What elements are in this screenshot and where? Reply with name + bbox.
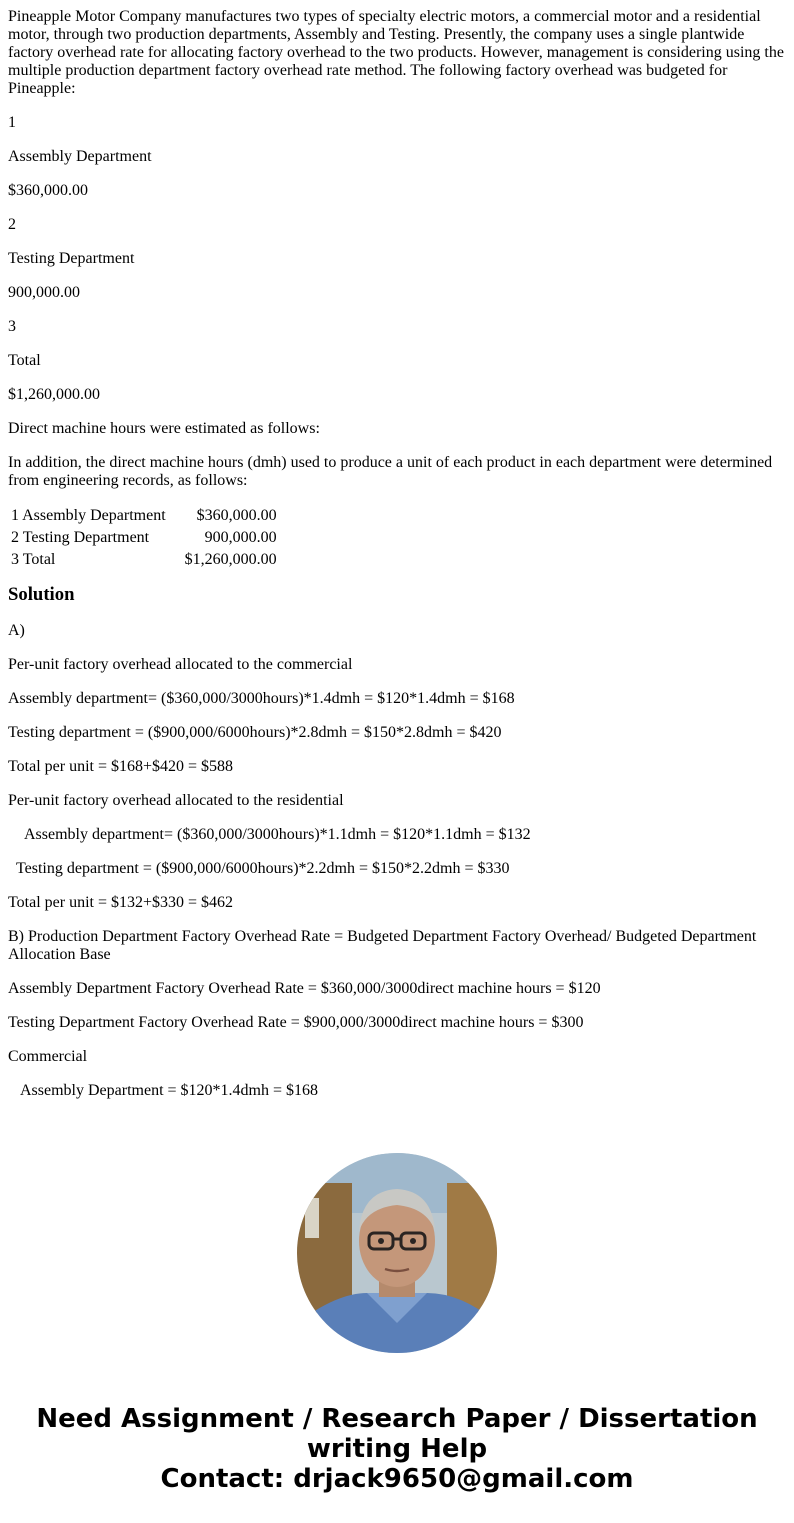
testing-rate-line: Testing Department Factory Overhead Rate = $900,000/3000direct machine hours = $300 xyxy=(8,1014,584,1031)
commercial-title: Per-unit factory overhead allocated to the commercial xyxy=(8,656,353,673)
table-row xyxy=(10,528,278,548)
budget-item-amount: $360,000.00 xyxy=(8,182,88,199)
budget-item-amount: 900,000.00 xyxy=(8,284,80,301)
table-cell-amount: 900,000.00 xyxy=(204,529,277,546)
budget-item-number: 3 xyxy=(8,318,16,335)
commercial-assembly-line: Assembly department= ($360,000/3000hours)*1.4dmh = $120*1.4dmh = $168 xyxy=(8,690,515,707)
row-label: Testing Department xyxy=(22,529,150,546)
row-number: 2 xyxy=(11,529,19,546)
banner-line: writing Help xyxy=(306,1434,488,1464)
commercial-total-line: Total per unit = $168+$420 = $588 xyxy=(8,758,234,775)
table-row xyxy=(10,506,278,526)
table-cell-amount: $1,260,000.00 xyxy=(184,551,277,568)
budget-item-label: Total xyxy=(8,352,41,369)
row-number: 3 xyxy=(11,551,19,568)
solution-heading: Solution xyxy=(8,584,75,605)
assembly-rate-line: Assembly Department Factory Overhead Rate = $360,000/3000direct machine hours = $120 xyxy=(8,980,601,997)
dmh-text: Direct machine hours were estimated as follows: xyxy=(8,420,320,437)
table-cell-label xyxy=(10,528,167,548)
table-row xyxy=(10,550,278,570)
budget-item-number: 2 xyxy=(8,216,16,233)
residential-assembly-line: Assembly department= ($360,000/3000hours)*1.1dmh = $120*1.1dmh = $132 xyxy=(24,826,531,843)
residential-testing-line: Testing department = ($900,000/6000hours)*2.2dmh = $150*2.2dmh = $330 xyxy=(16,860,510,877)
budget-item-amount: $1,260,000.00 xyxy=(8,386,100,403)
residential-title: Per-unit factory overhead allocated to the residential xyxy=(8,792,344,809)
row-label: Total xyxy=(22,551,56,568)
contact-banner xyxy=(0,1404,794,1494)
document-body xyxy=(8,8,786,1116)
portrait-illustration xyxy=(297,1153,497,1353)
overhead-table xyxy=(8,504,280,572)
banner-line: Need Assignment / Research Paper / Dissertation xyxy=(36,1404,758,1434)
commercial-testing-line: Testing department = ($900,000/6000hours)*2.8dmh = $150*2.8dmh = $420 xyxy=(8,724,502,741)
intro-paragraph: Pineapple Motor Company manufactures two types of specialty electric motors, a commercial motor and a residential motor, through two production departments, Assembly and Testing. Presently, the company uses a single plantwide factory overhead rate for allocating factory overhead to the two products. However, management is considering using the multiple production department factory overhead rate method. The following factory overhead was budgeted for Pineapple: xyxy=(8,8,784,97)
addition-text: In addition, the direct machine hours (dmh) used to produce a unit of each product in each department were determined from engineering records, as follows: xyxy=(8,454,773,489)
banner-contact-line: Contact: drjack9650@gmail.com xyxy=(160,1464,634,1494)
author-photo xyxy=(297,1153,497,1353)
residential-total-line: Total per unit = $132+$330 = $462 xyxy=(8,894,234,911)
part-a-label: A) xyxy=(8,622,25,639)
row-number: 1 xyxy=(11,507,19,524)
row-label: Assembly Department xyxy=(22,507,166,524)
budget-item-label: Testing Department xyxy=(8,250,135,267)
table-cell-label xyxy=(10,550,167,570)
budget-item-label: Assembly Department xyxy=(8,148,152,165)
commercial-label: Commercial xyxy=(8,1048,88,1065)
budget-item-number: 1 xyxy=(8,114,16,131)
part-b-text: B) Production Department Factory Overhead Rate = Budgeted Department Factory Overhead/ Budgeted Department Allocation Base xyxy=(8,928,757,963)
table-cell-label xyxy=(10,506,167,526)
commercial-assembly-rate-line: Assembly Department = $120*1.4dmh = $168 xyxy=(20,1082,319,1099)
table-cell-amount: $360,000.00 xyxy=(196,507,277,524)
